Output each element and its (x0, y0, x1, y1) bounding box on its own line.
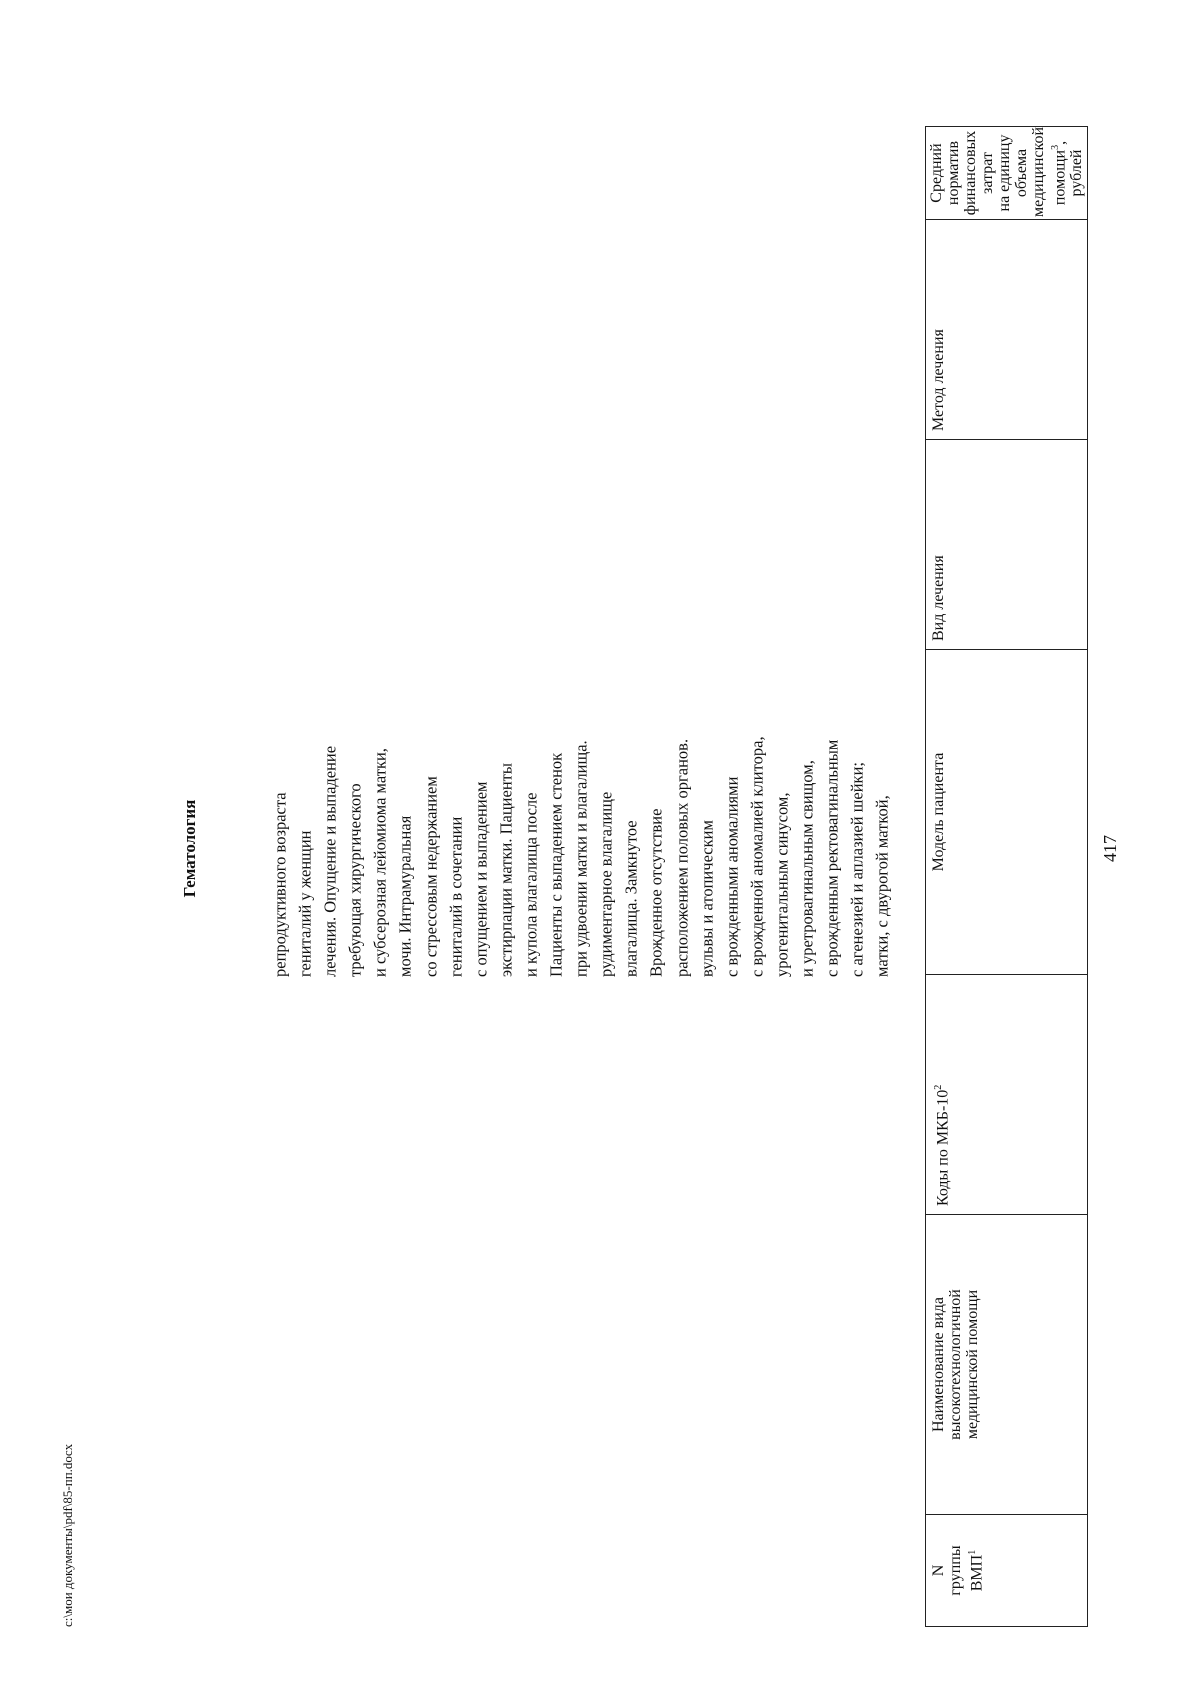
header-treatment-method: Метод лечения (926, 220, 1088, 440)
header-cost-norm-line3: на единицу объема (996, 134, 1030, 212)
header-icd-codes: Коды по МКБ-$10^2$ (926, 975, 1088, 1215)
patient-model-line: с врожденными аномалиями (722, 776, 742, 977)
patient-model-line: мочи. Интрамуральная (396, 815, 416, 977)
patient-model-line: со стрессовым недержанием (421, 776, 441, 977)
patient-model-line: матки, с двурогой маткой, (872, 795, 892, 977)
patient-model-line: урогенитальным синусом, (772, 792, 792, 977)
header-group-number (926, 1515, 1088, 1627)
header-cost-norm (926, 127, 1088, 220)
header-treatment-type: Вид лечения (926, 440, 1088, 650)
patient-model-line: лечения. Опущение и выпадение (320, 745, 340, 977)
patient-model-line: гениталий в сочетании (446, 816, 466, 977)
patient-model-line: рудиментарное влагалище (596, 791, 616, 977)
header-cost-norm-line5: помощи$^3$, рублей (1050, 140, 1086, 206)
patient-model-line: влагалища. Замкнутое (621, 820, 641, 977)
patient-model-line: экстирпации матки. Пациенты (496, 763, 516, 977)
header-group-number-line2: группы (947, 1545, 964, 1596)
patient-model-line: с врожденным ректовагинальным (822, 739, 842, 977)
patient-model-line: репродуктивного возраста (270, 792, 290, 977)
header-vmp-name-line2: высокотехнологичной (947, 1289, 964, 1440)
header-vmp-name-line1: Наименование вида (930, 1296, 947, 1433)
header-group-number-line1: N (930, 1564, 947, 1577)
header-group-number-line3: ВМП$^1$ (967, 1549, 986, 1592)
header-vmp-name-line3: медицинской помощи (964, 1289, 981, 1440)
patient-model-line: при удвоении матки и влагалища. (571, 740, 591, 977)
patient-model-line: расположением половых органов. (672, 738, 692, 977)
header-cost-norm-line2: финансовых затрат (962, 130, 996, 216)
patient-model-line: с агенезией и аплазией шейки; (847, 762, 867, 977)
patient-model-line: с врожденной аномалией клитора, (747, 736, 767, 977)
header-patient-model: Модель пациента (926, 650, 1088, 975)
patient-model-line: и купола влагалища после (521, 792, 541, 977)
patient-model-line: вульвы и атопическим (697, 820, 717, 977)
patient-model-line: Врожденное отсутствие (647, 808, 667, 977)
patient-model-text (268, 297, 895, 977)
patient-model-line: гениталий у женщин (295, 830, 315, 977)
patient-model-line: с опущением и выпадением (471, 781, 491, 977)
header-cost-norm-line4: медицинской (1030, 126, 1047, 217)
table-header (925, 126, 1088, 1627)
page-number: 417 (1100, 835, 1120, 862)
patient-model-line: требующая хирургического (345, 783, 365, 977)
header-vmp-name (926, 1215, 1088, 1515)
section-title: Гематология (180, 799, 199, 898)
header-row (926, 127, 1088, 1627)
footer-file-path: c:\мои документы\pdf\85-пп.docx (60, 1443, 75, 1627)
patient-model-line: и уретровагинальным свищом, (797, 760, 817, 977)
patient-model-line: и субсерозная лейомиома матки, (371, 748, 391, 977)
patient-model-line: Пациенты с выпадением стенок (546, 752, 566, 977)
header-cost-norm-line1: Средний норматив (928, 140, 962, 206)
